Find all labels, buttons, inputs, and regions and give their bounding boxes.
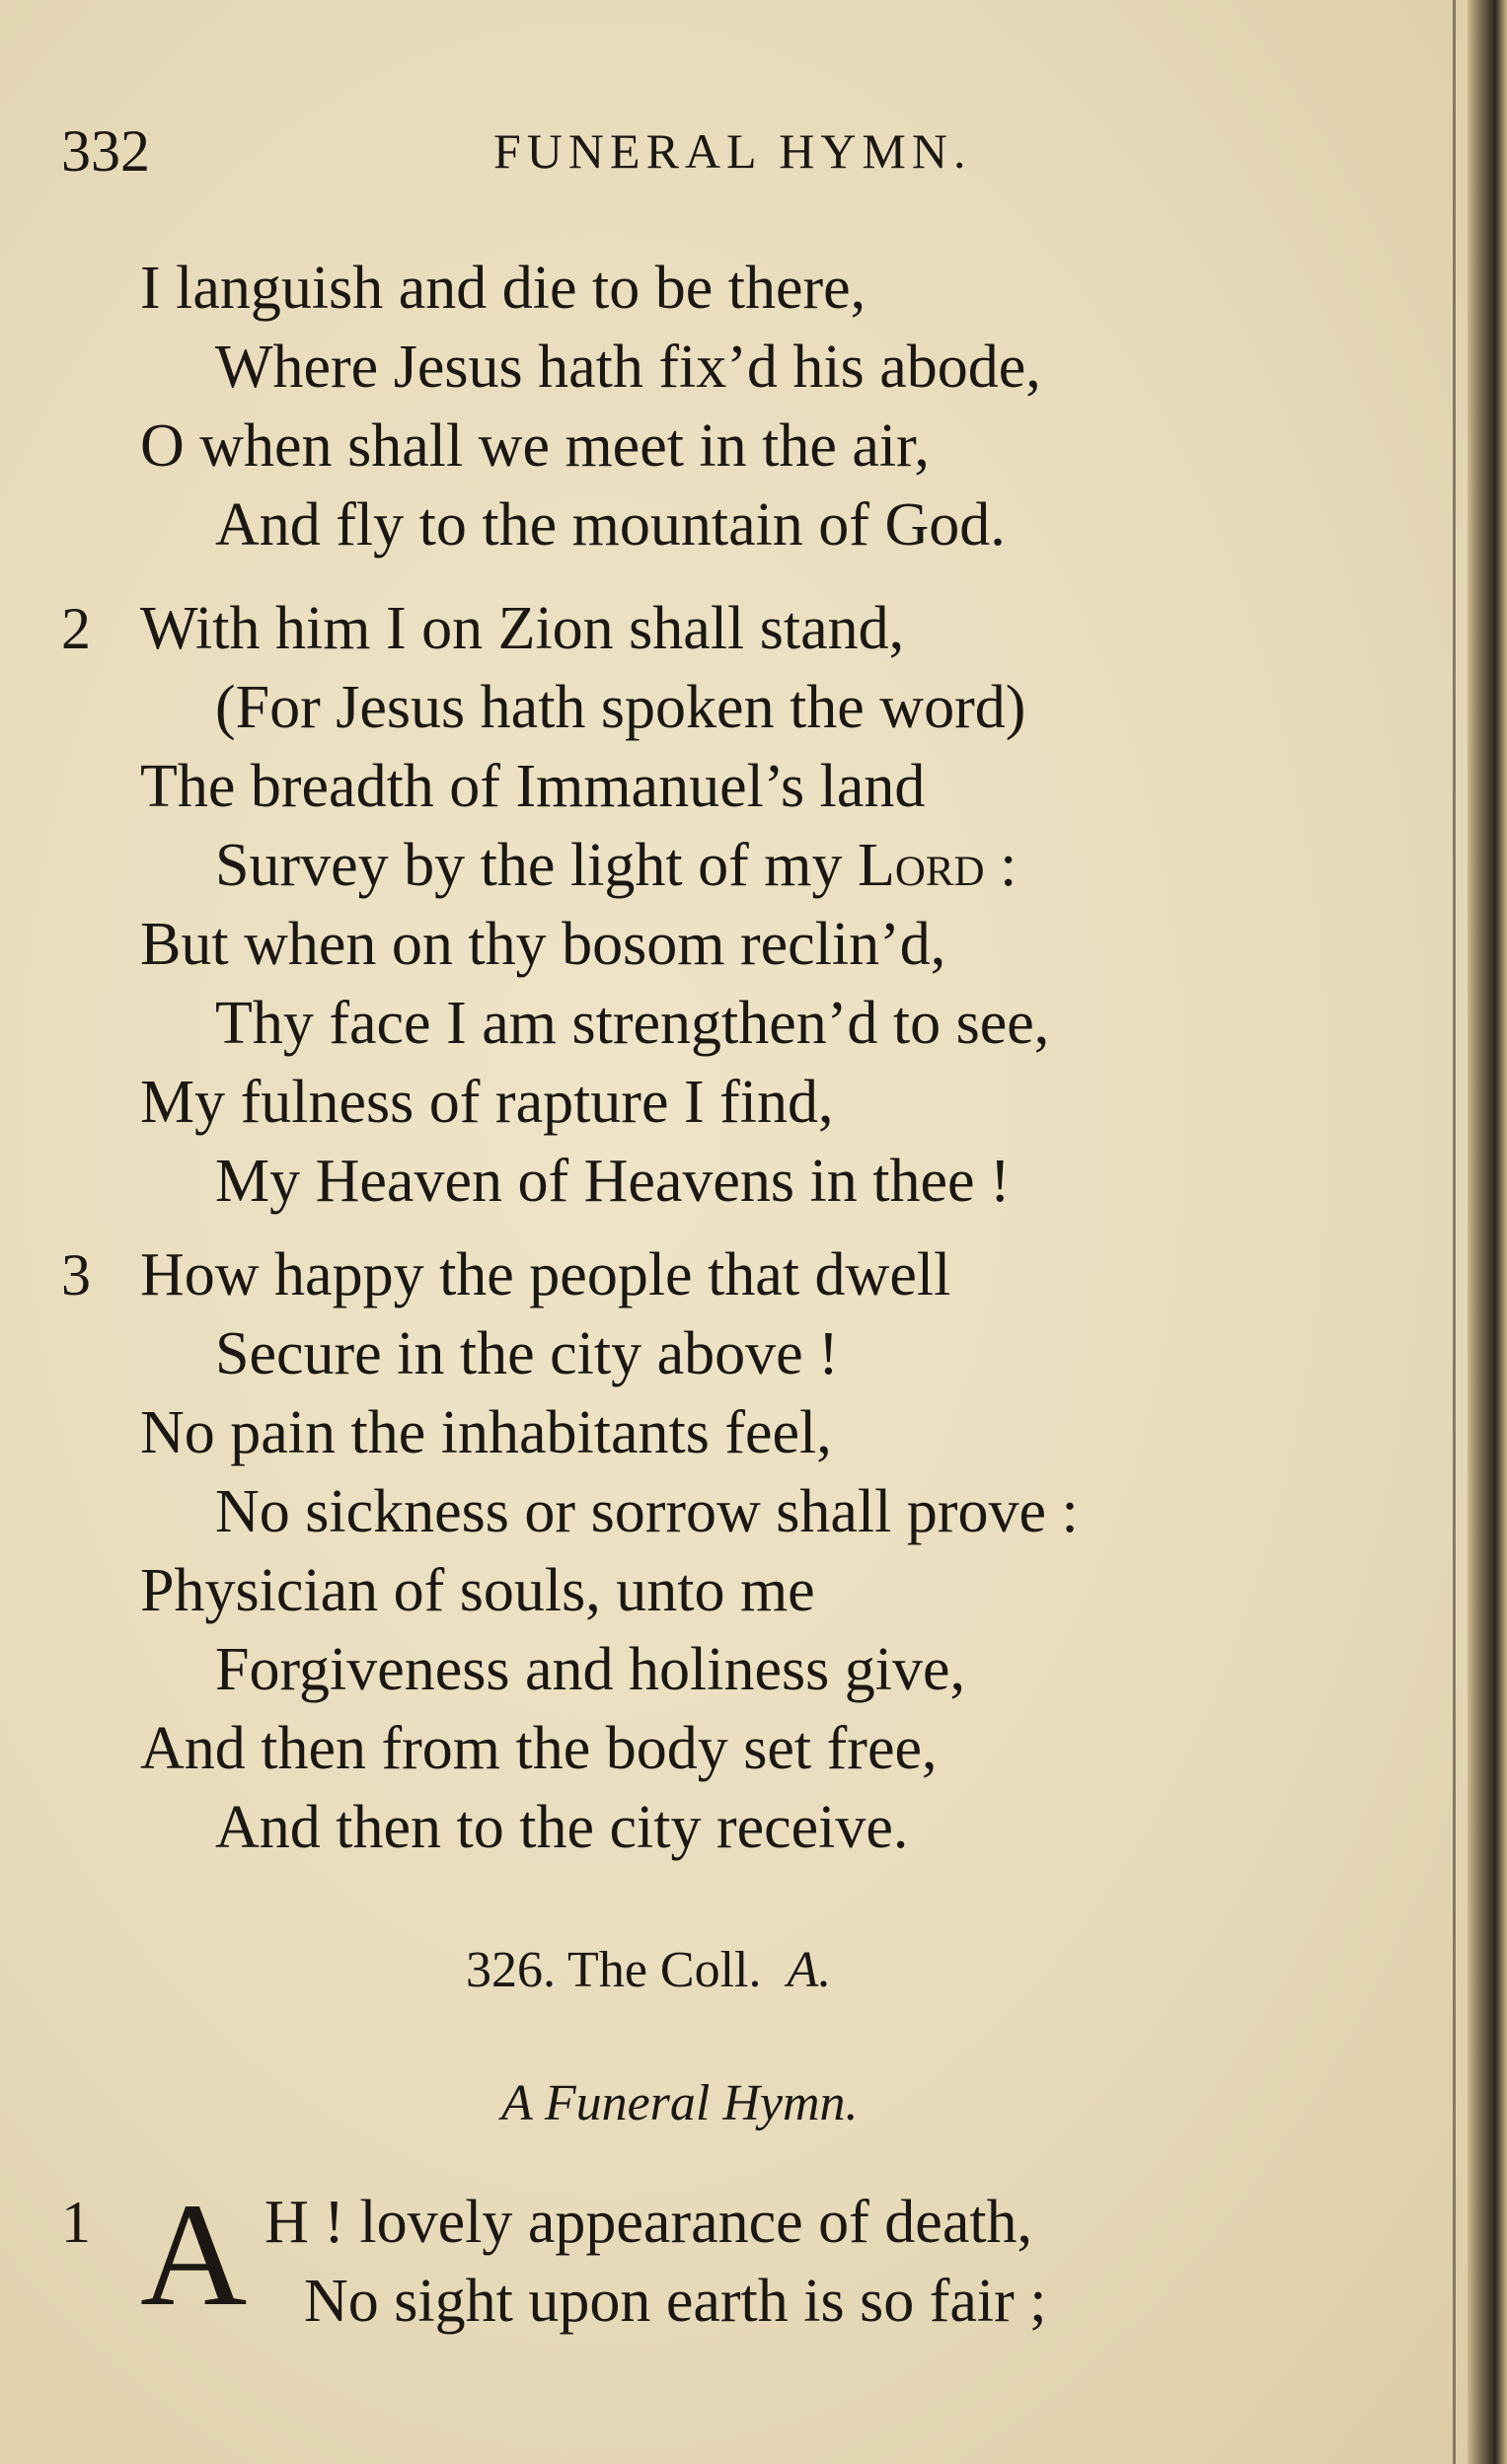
verse-line: Where Jesus hath fix’d his abode, (215, 334, 1041, 401)
verse-line: My Heaven of Heavens in thee ! (215, 1148, 1011, 1215)
verse-line: No sickness or sorrow shall prove : (215, 1478, 1079, 1545)
verse-line: The breadth of Immanuel’s land (140, 753, 926, 820)
verse-line-text: Survey by the light of my (215, 832, 843, 899)
verse-line: And then to the city receive. (215, 1794, 909, 1861)
verse-line: Secure in the city above ! (215, 1320, 839, 1387)
book-gutter (1468, 0, 1507, 2464)
verse-line (215, 829, 1017, 902)
verse-line: I languish and die to be there, (140, 255, 867, 322)
verse-line: And then from the body set free, (140, 1715, 938, 1782)
hymn-number-tune: 326. The Coll. (466, 1942, 762, 1998)
verse-line: No sight upon earth is so fair ; (304, 2268, 1047, 2335)
verse-line: O when shall we meet in the air, (140, 412, 930, 480)
verse-number: 3 (61, 1242, 91, 1307)
verse-line: But when on thy bosom reclin’d, (140, 911, 946, 978)
verse-line: H ! lovely appearance of death, (264, 2189, 1033, 2256)
verse-number: 1 (61, 2190, 91, 2255)
page-header (61, 116, 1364, 186)
verse-line: How happy the people that dwell (140, 1241, 951, 1308)
verse-number: 2 (61, 596, 91, 661)
hymn-subtitle: A Funeral Hymn. (501, 2075, 859, 2131)
page-number: 332 (61, 118, 150, 184)
verse-line: Thy face I am strengthen’d to see, (215, 990, 1050, 1057)
verse-line: My fulness of rapture I find, (140, 1069, 834, 1136)
verse-line-punctuation: : (984, 832, 1017, 899)
hymn-mark: A. (787, 1942, 832, 1998)
gutter-line (1453, 0, 1456, 2464)
drop-cap: A (140, 2173, 248, 2337)
verse-line: And fly to the mountain of God. (215, 491, 1006, 559)
verse-line: Forgiveness and holiness give, (215, 1636, 966, 1703)
verse-line: (For Jesus hath spoken the word) (215, 674, 1026, 741)
verse-line: With him I on Zion shall stand, (140, 595, 905, 662)
lord-word: Lord (857, 832, 985, 899)
verse-line: Physician of souls, unto me (140, 1557, 815, 1624)
running-head: FUNERAL HYMN. (493, 123, 972, 179)
verse-line: No pain the inhabitants feel, (140, 1399, 832, 1466)
hymn-heading (466, 1939, 831, 2002)
